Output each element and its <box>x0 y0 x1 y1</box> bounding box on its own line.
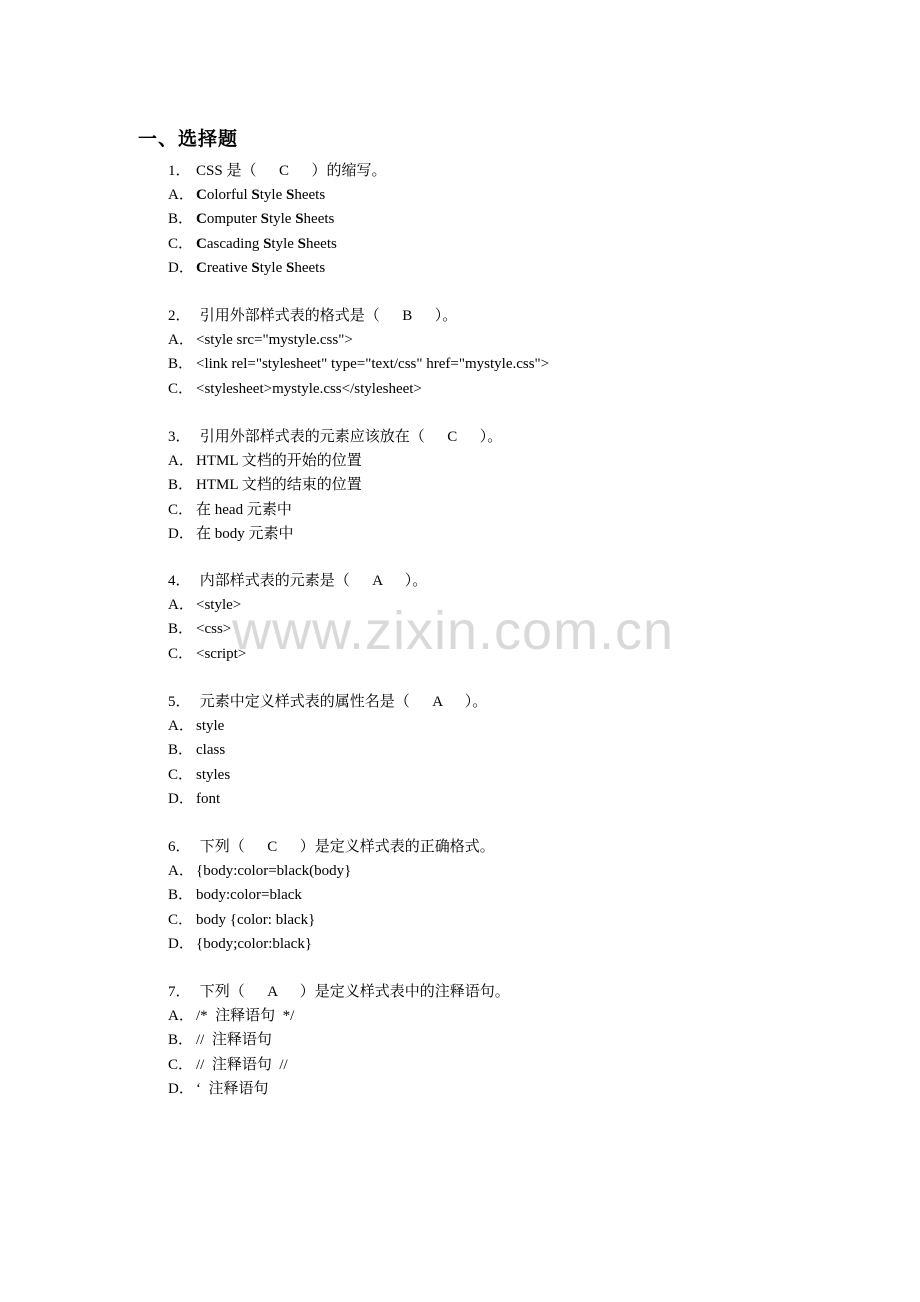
option-text: HTML 文档的结束的位置 <box>196 477 362 494</box>
answer-letter: A <box>267 984 278 1000</box>
option-row <box>168 908 495 932</box>
answer-slot <box>350 573 405 589</box>
option-label: B． <box>168 887 194 904</box>
question-text-before: 内部样式表的元素是（ <box>196 573 350 589</box>
question-text-before: CSS 是（ <box>196 163 257 179</box>
option-text: {body;color:black} <box>196 935 313 952</box>
option-text: 在 head 元素中 <box>196 501 292 518</box>
option-row <box>168 1077 510 1101</box>
answer-slot <box>380 308 435 324</box>
question-text-after: ）是定义样式表中的注释语句。 <box>299 984 510 1000</box>
question-text-before: 元素中定义样式表的属性名是（ <box>196 694 410 710</box>
option-text: <script> <box>196 645 247 662</box>
option-row <box>168 498 502 522</box>
option-label: C． <box>168 235 194 252</box>
option-text: styles <box>196 766 231 783</box>
option-text: <style src="mystyle.css"> <box>196 332 353 349</box>
question-stem <box>168 690 487 714</box>
option-row <box>168 449 502 473</box>
option-initial: C <box>196 259 207 276</box>
option-text: style <box>196 718 225 735</box>
option-text: // 注释语句 <box>196 1032 272 1049</box>
question-stem <box>168 304 549 328</box>
option-label: D． <box>168 790 194 807</box>
answer-letter: C <box>447 429 458 445</box>
option-label: B． <box>168 621 194 638</box>
answer-letter: A <box>432 694 443 710</box>
option-text: font <box>196 790 221 807</box>
answer-letter: C <box>267 839 278 855</box>
answer-slot <box>425 429 480 445</box>
option-label: C． <box>168 1056 194 1073</box>
option-initial: S <box>260 211 269 228</box>
option-text: Colorful Style Sheets <box>196 187 326 204</box>
question-number: 6． <box>168 839 191 855</box>
answer-slot <box>245 984 300 1000</box>
option-row <box>168 932 495 956</box>
option-row <box>168 473 502 497</box>
answer-slot <box>245 839 300 855</box>
question-number: 7． <box>168 984 191 1000</box>
option-text: // 注释语句 // <box>196 1056 288 1073</box>
section-title: 一、选择题 <box>138 128 239 150</box>
option-text: <css> <box>196 621 232 638</box>
answer-slot <box>256 163 311 179</box>
question-text-after: ）是定义样式表的正确格式。 <box>299 839 495 855</box>
option-initial: C <box>196 211 207 228</box>
option-label: B． <box>168 742 194 759</box>
option-label: C． <box>168 501 194 518</box>
option-initial: C <box>196 235 207 252</box>
question-stem <box>168 425 502 449</box>
option-initial: S <box>263 235 272 252</box>
option-label: C． <box>168 645 194 662</box>
answer-letter: B <box>402 308 413 324</box>
question-number: 5． <box>168 694 191 710</box>
option-row <box>168 232 386 256</box>
option-label: C． <box>168 766 194 783</box>
option-label: A． <box>168 597 194 614</box>
question-number: 2． <box>168 308 191 324</box>
question-text-before: 下列（ <box>196 984 245 1000</box>
question-text-after: ）。 <box>464 694 488 710</box>
option-text: Creative Style Sheets <box>196 259 326 276</box>
option-initial: S <box>297 235 307 252</box>
question-stem <box>168 159 386 183</box>
option-row <box>168 763 487 787</box>
option-text: Computer Style Sheets <box>196 211 335 228</box>
question-text-before: 引用外部样式表的元素应该放在（ <box>196 429 425 445</box>
option-label: D． <box>168 525 194 542</box>
option-text: Cascading Style Sheets <box>196 235 337 252</box>
option-label: A． <box>168 718 194 735</box>
option-label: B． <box>168 211 194 228</box>
option-text: {body:color=black(body} <box>196 863 352 880</box>
option-initial: S <box>251 259 260 276</box>
option-text: <link rel="stylesheet" type="text/css" href="mystyle.css"> <box>196 356 550 373</box>
question-stem <box>168 569 427 593</box>
option-label: A． <box>168 453 194 470</box>
question-6 <box>168 835 495 956</box>
question-text-after: ）的缩写。 <box>311 163 387 179</box>
question-stem <box>168 980 510 1004</box>
option-text: HTML 文档的开始的位置 <box>196 453 362 470</box>
option-text: class <box>196 742 226 759</box>
option-initial: S <box>295 211 304 228</box>
answer-letter: C <box>278 163 289 179</box>
watermark: www.zixin.com.cn <box>232 601 675 661</box>
option-initial: C <box>196 187 207 204</box>
option-label: A． <box>168 863 194 880</box>
option-row <box>168 352 549 376</box>
question-text-after: ）。 <box>479 429 503 445</box>
option-initial: S <box>251 187 260 204</box>
option-row <box>168 522 502 546</box>
question-text-after: ）。 <box>434 308 458 324</box>
option-row <box>168 328 549 352</box>
option-row <box>168 207 386 231</box>
option-row <box>168 738 487 762</box>
question-1 <box>168 159 386 280</box>
option-row <box>168 377 549 401</box>
option-label: C． <box>168 380 194 397</box>
option-label: B． <box>168 356 194 373</box>
option-row <box>168 1004 510 1028</box>
option-row <box>168 883 495 907</box>
question-text-before: 下列（ <box>196 839 245 855</box>
option-text: body {color: black} <box>196 911 316 928</box>
option-text: <style> <box>196 597 242 614</box>
question-number: 1． <box>168 163 191 179</box>
option-text: <stylesheet>mystyle.css</stylesheet> <box>196 380 422 397</box>
option-label: B． <box>168 477 194 494</box>
question-3 <box>168 425 502 546</box>
question-number: 4． <box>168 573 191 589</box>
option-text: body:color=black <box>196 887 302 904</box>
answer-slot <box>410 694 465 710</box>
option-label: C． <box>168 911 194 928</box>
option-row <box>168 714 487 738</box>
question-5 <box>168 690 487 811</box>
option-label: A． <box>168 332 194 349</box>
option-text: ‘ 注释语句 <box>196 1080 269 1097</box>
option-initial: S <box>286 259 295 276</box>
question-7 <box>168 980 510 1101</box>
question-2 <box>168 304 549 401</box>
option-label: D． <box>168 259 194 276</box>
option-label: B． <box>168 1032 194 1049</box>
option-initial: S <box>286 187 295 204</box>
option-row <box>168 1053 510 1077</box>
question-stem <box>168 835 495 859</box>
option-text: /* 注释语句 */ <box>196 1008 295 1025</box>
question-text-after: ）。 <box>404 573 428 589</box>
question-text-before: 引用外部样式表的格式是（ <box>196 308 380 324</box>
option-label: D． <box>168 935 194 952</box>
question-number: 3． <box>168 429 191 445</box>
option-row <box>168 859 495 883</box>
option-row <box>168 183 386 207</box>
option-row <box>168 1028 510 1052</box>
option-row <box>168 787 487 811</box>
option-label: D． <box>168 1080 194 1097</box>
option-label: A． <box>168 1008 194 1025</box>
option-label: A． <box>168 187 194 204</box>
option-row <box>168 256 386 280</box>
option-text: 在 body 元素中 <box>196 525 294 542</box>
answer-letter: A <box>372 573 383 589</box>
